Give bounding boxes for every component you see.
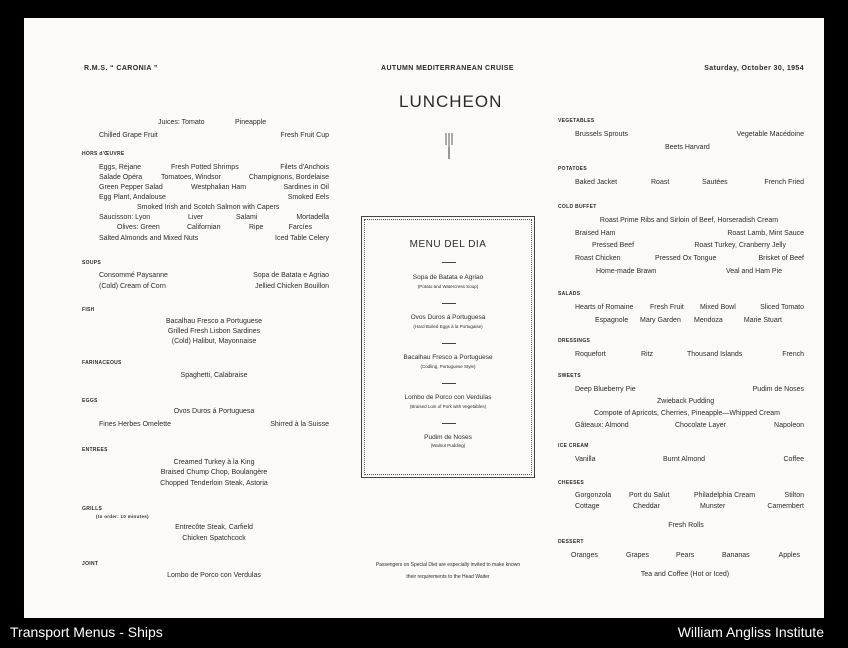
menu-item: Roast Chicken xyxy=(575,255,621,262)
section-farinaceous: FARINACEOUS xyxy=(82,360,122,366)
dish-translation: (Codling, Portuguese Style) xyxy=(420,364,476,369)
cruise-name: AUTUMN MEDITERRANEAN CRUISE xyxy=(381,65,514,72)
menu-item: Entrecôte Steak, Carfield xyxy=(175,524,253,531)
menu-item: Gâteaux: Almond xyxy=(575,422,629,429)
section-grills: GRILLS xyxy=(82,506,103,512)
menu-item: Cheddar xyxy=(633,503,660,510)
menu-item: Lombo de Porco con Verdulas xyxy=(167,572,261,579)
menu-date: Saturday, October 30, 1954 xyxy=(704,65,804,72)
menu-item: Pears xyxy=(676,552,695,559)
menu-item: Chicken Spatchcock xyxy=(182,535,246,542)
special-diet-note: their requirements to the Head Waiter xyxy=(406,574,490,580)
section-dessert: DESSERT xyxy=(558,539,584,545)
ship-name: R.M.S. “ CARONIA ” xyxy=(84,65,158,72)
menu-item: Zwieback Pudding xyxy=(657,398,715,405)
menu-item: Californian xyxy=(187,224,221,231)
menu-item: Oranges xyxy=(571,552,598,559)
section-joint: JOINT xyxy=(82,561,99,567)
menu-item: Vegetable Macédoine xyxy=(736,131,804,138)
menu-item: Roast xyxy=(651,179,670,186)
divider xyxy=(442,303,456,304)
dish: Bacalhau Fresco a Portuguese xyxy=(403,354,493,361)
menu-item: Ripe xyxy=(249,224,264,231)
menu-item: Mortadella xyxy=(296,214,329,221)
menu-item: Ovos Duros á Portuguesa xyxy=(173,408,255,415)
menu-item: (Cold) Halibut, Mayonnaise xyxy=(171,338,257,345)
menu-item: Bacalhau Fresco a Portuguese xyxy=(165,318,263,325)
menu-item: Pressed Ox Tongue xyxy=(655,255,717,262)
divider xyxy=(442,383,456,384)
section-entrees: ENTREES xyxy=(82,447,108,453)
menu-item: Munster xyxy=(700,503,726,510)
menu-item: Shirred à la Suisse xyxy=(270,421,329,428)
menu-item: Sopa de Batata e Agriao xyxy=(253,272,329,279)
menu-item: Egg Plant, Andalouse xyxy=(99,194,166,201)
section-hors: HORS d'ŒUVRE xyxy=(82,151,125,157)
section-potatoes: POTATOES xyxy=(558,166,588,172)
menu-item: Gorgonzola xyxy=(575,492,612,499)
menu-item: Sardines in Oil xyxy=(283,184,329,191)
dish-translation: (Potato and Watercress Soup) xyxy=(417,284,479,289)
menu-item: Stilton xyxy=(784,492,804,499)
dish: Sopa de Batata e Agriao xyxy=(412,274,484,281)
menu-item: Espagnole xyxy=(595,317,629,324)
menu-item: Vanilla xyxy=(575,456,596,463)
menu-item: Sautées xyxy=(702,179,728,186)
menu-item: Home-made Brawn xyxy=(596,268,657,275)
pineapple: Pineapple xyxy=(235,119,267,126)
menu-item: Baked Jacket xyxy=(575,179,618,186)
menu-item: Consommé Paysanne xyxy=(99,272,168,279)
menu-item: Filets d'Anchois xyxy=(280,164,329,171)
menu-item: Philadelphia Cream xyxy=(694,492,756,499)
section-vegetables: VEGETABLES xyxy=(558,118,595,124)
menu-item: Roast Turkey, Cranberry Jelly xyxy=(694,242,786,249)
menu-item: Mixed Bowl xyxy=(700,304,736,311)
menu-item: Salade Opéra xyxy=(99,174,143,181)
menu-item: Veal and Ham Pie xyxy=(725,268,782,275)
fruit-cup: Fresh Fruit Cup xyxy=(280,132,329,139)
menu-item: Pudim de Noses xyxy=(752,386,804,393)
menu-item: Mary Garden xyxy=(640,317,681,324)
menu-item: Hearts of Romaine xyxy=(575,304,634,311)
menu-item: Roast Lamb, Mint Sauce xyxy=(727,230,804,237)
menu-item: Spaghetti, Calabraise xyxy=(180,372,248,379)
menu-item: Fresh Rolls xyxy=(668,522,704,529)
menu-item: Burnt Almond xyxy=(663,456,706,463)
divider xyxy=(442,423,456,424)
menu-item: Roast Prime Ribs and Sirloin of Beef, Horseradish Cream xyxy=(599,217,779,224)
section-sweets: SWEETS xyxy=(558,373,581,379)
dish: Pudim de Noses xyxy=(424,434,472,441)
section-salads: SALADS xyxy=(558,291,581,297)
menu-item: Grilled Fresh Lisbon Sardines xyxy=(167,328,261,335)
section-ice-cream: ICE CREAM xyxy=(558,443,589,449)
menu-item: Beets Harvard xyxy=(665,144,710,151)
dish: Lombo de Porco con Verdulas xyxy=(404,394,492,401)
menu-item: Deep Blueberry Pie xyxy=(575,386,636,393)
grills-note: (to order: 10 minutes) xyxy=(96,514,149,519)
menu-item: French xyxy=(782,351,804,358)
menu-del-dia-title: MENU DEL DIA xyxy=(409,239,487,250)
section-eggs: EGGS xyxy=(82,398,98,404)
menu-item: Brisket of Beef xyxy=(758,255,804,262)
menu-item: Saucisson: Lyon xyxy=(99,214,151,221)
menu-item: Fresh Fruit xyxy=(650,304,684,311)
section-cheeses: CHEESES xyxy=(558,480,584,486)
menu-item: Braised Chump Chop, Boulangère xyxy=(160,469,268,476)
menu-item: Iced Table Celery xyxy=(275,235,329,242)
dish-translation: (Braised Loin of Pork with Vegetables) xyxy=(409,404,487,409)
footer-left-caption: Transport Menus - Ships xyxy=(10,624,163,640)
divider xyxy=(442,262,456,263)
special-diet-note: Passengers on Special Diet are especially invited to make known xyxy=(375,562,521,568)
menu-item: Bananas xyxy=(722,552,750,559)
menu-item: Chopped Tenderloin Steak, Astoria xyxy=(160,480,268,487)
menu-item: Fresh Potted Shrimps xyxy=(171,164,239,171)
menu-page xyxy=(24,18,824,618)
grape-fruit: Chilled Grape Fruit xyxy=(99,132,158,139)
menu-item: Brussels Sprouts xyxy=(575,131,628,138)
menu-item: Farcíes xyxy=(288,224,312,231)
menu-item: Liver xyxy=(188,214,204,221)
menu-item: Champignons, Bordelaise xyxy=(248,174,329,181)
section-soups: SOUPS xyxy=(82,260,102,266)
menu-item: Ritz xyxy=(641,351,654,358)
menu-item: Grapes xyxy=(626,552,649,559)
menu-item: Olives: Green xyxy=(117,224,160,231)
menu-item: Chocolate Layer xyxy=(675,422,726,429)
menu-item: Marie Stuart xyxy=(743,317,782,324)
menu-item: Fines Herbes Omelette xyxy=(99,421,171,428)
menu-item: Compote of Apricots, Cherries, Pineapple—Whipped Cream xyxy=(594,410,780,417)
section-cold-buffet: COLD BUFFET xyxy=(558,204,597,210)
menu-item: Coffee xyxy=(783,456,804,463)
fork-icon xyxy=(444,133,456,159)
menu-item: Eggs, Réjane xyxy=(99,164,142,171)
footer-right-caption: William Angliss Institute xyxy=(677,624,824,640)
menu-item: Apples xyxy=(778,552,800,559)
menu-item: Roquefort xyxy=(575,351,606,358)
menu-item: Smoked Irish and Scotch Salmon with Capers xyxy=(137,204,280,211)
divider xyxy=(442,343,456,344)
menu-item: Green Pepper Salad xyxy=(99,184,163,191)
menu-item: French Fried xyxy=(764,179,804,186)
menu-del-dia-box xyxy=(361,216,535,478)
menu-item: Westphalian Ham xyxy=(191,184,247,191)
menu-item: Camembert xyxy=(767,503,804,510)
section-fish: FISH xyxy=(82,307,95,313)
dish-translation: (Walnut Pudding) xyxy=(430,443,466,448)
menu-item: Creamed Turkey à la King xyxy=(173,459,255,466)
menu-item: Salami xyxy=(236,214,258,221)
menu-item: Napoleon xyxy=(774,422,804,429)
menu-item: Pressed Beef xyxy=(592,242,635,249)
menu-item: (Cold) Cream of Corn xyxy=(99,283,166,290)
section-dressings: DRESSINGS xyxy=(558,338,591,344)
dish: Ovos Duros á Portuguesa xyxy=(410,314,486,321)
menu-item: Tomatoes, Windsor xyxy=(161,174,221,181)
page-title: LUNCHEON xyxy=(399,92,503,111)
menu-item: Sliced Tomato xyxy=(760,304,804,311)
menu-item: Mendoza xyxy=(694,317,723,324)
dish-translation: (Hard Boiled Eggs à la Portugaise) xyxy=(413,324,483,329)
menu-item: Cottage xyxy=(575,503,600,510)
menu-item: Jellied Chicken Bouillon xyxy=(255,283,329,290)
menu-item: Braised Ham xyxy=(575,230,616,237)
juices: Juices: Tomato xyxy=(158,119,205,126)
menu-item: Thousand Islands xyxy=(687,351,743,358)
menu-item: Port du Salut xyxy=(629,492,670,499)
menu-item: Tea and Coffee (Hot or Iced) xyxy=(640,571,730,578)
menu-item: Salted Almonds and Mixed Nuts xyxy=(99,235,199,242)
menu-item: Smoked Eels xyxy=(287,194,329,201)
